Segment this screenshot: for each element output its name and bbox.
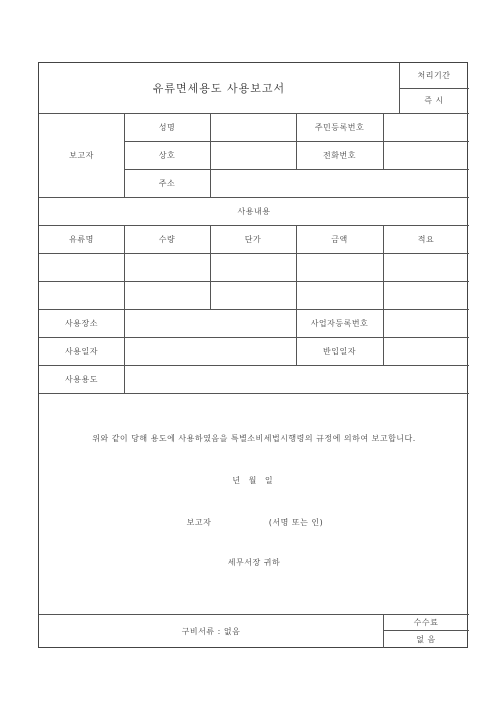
signature-reporter-label: 보고자 [186,517,212,527]
fee-label: 수수료 [413,617,439,627]
name-label: 성명 [158,122,176,132]
name-field[interactable] [211,114,295,140]
report-date-line: 년 월 일 [232,475,276,485]
address-label: 주소 [158,178,176,188]
table-cell[interactable] [211,254,295,280]
address-field[interactable] [211,170,468,196]
column-header-oil-name: 유류명 [69,234,94,244]
business-registration-label: 사업자등록번호 [310,318,369,328]
phone-label: 전화번호 [323,150,356,160]
required-documents: 구비서류 : 없음 [181,626,241,636]
processing-period-value: 즉 시 [424,96,444,105]
table-cell[interactable] [384,282,468,308]
table-cell[interactable] [125,254,209,280]
report-form [38,62,468,648]
business-name-field[interactable] [211,142,295,168]
usage-purpose-field[interactable] [125,366,468,392]
resident-id-field[interactable] [384,114,468,140]
report-statement: 위와 같이 당해 용도에 사용하였음을 특별소비세법시행령의 규정에 의하여 보고합니다. [92,433,416,443]
import-date-field[interactable] [384,338,468,364]
signature-note: (서명 또는 인) [268,517,324,527]
import-date-label: 반입일자 [323,346,356,356]
table-cell[interactable] [297,254,382,280]
column-header-unit-price: 단가 [244,234,262,244]
table-cell[interactable] [384,254,468,280]
table-cell[interactable] [125,282,209,308]
column-header-amount: 금액 [331,234,348,244]
form-title: 유류면세용도 사용보고서 [152,82,286,95]
usage-place-field[interactable] [125,310,295,336]
processing-period-label: 처리기간 [417,71,451,80]
reporter-label: 보고자 [69,150,94,160]
signature-field[interactable] [221,515,259,529]
table-cell[interactable] [40,282,123,308]
business-name-label: 상호 [158,150,176,160]
usage-date-label: 사용일자 [65,346,98,356]
addressee: 세무서장 귀하 [227,557,281,567]
usage-purpose-label: 사용용도 [65,374,98,384]
phone-field[interactable] [384,142,468,168]
usage-place-label: 사용장소 [65,318,98,328]
business-registration-field[interactable] [384,310,468,336]
table-cell[interactable] [211,282,295,308]
resident-id-label: 주민등록번호 [314,122,365,132]
fee-value: 없 음 [416,634,436,644]
column-header-quantity: 수량 [158,234,176,244]
usage-date-field[interactable] [125,338,295,364]
table-cell[interactable] [40,254,123,280]
usage-section-title: 사용내용 [237,206,271,216]
table-cell[interactable] [297,282,382,308]
column-header-remarks: 적요 [417,234,435,244]
